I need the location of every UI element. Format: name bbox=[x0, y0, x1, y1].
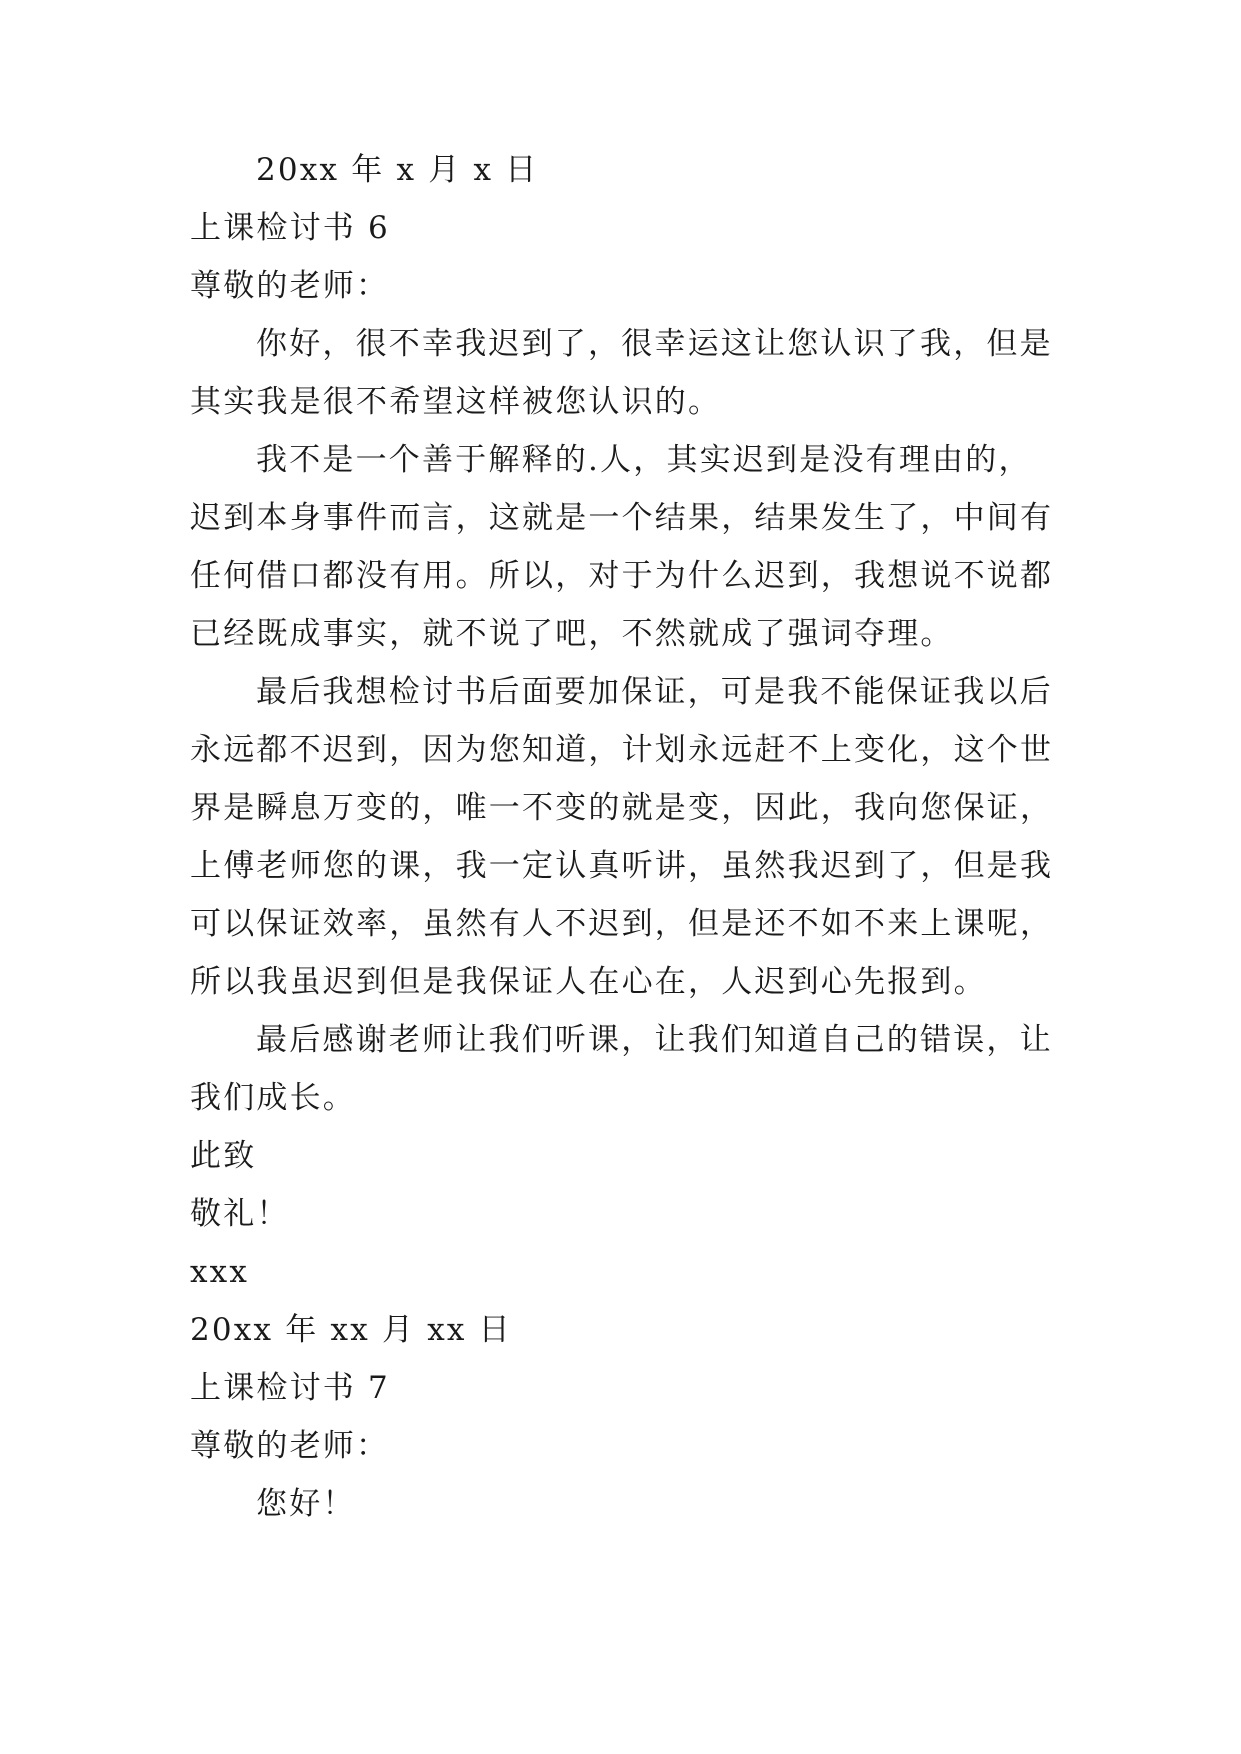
paragraph-line: 上傅老师您的课，我一定认真听讲，虽然我迟到了，但是我 bbox=[190, 848, 1054, 884]
paragraph-line: 迟到本身事件而言，这就是一个结果，结果发生了，中间有 bbox=[190, 500, 1054, 536]
signature-date: 20xx 年 xx 月 xx 日 bbox=[190, 1312, 512, 1348]
paragraph-line: 我们成长。 bbox=[190, 1080, 356, 1116]
letter-title: 上课检讨书 6 bbox=[190, 210, 390, 246]
paragraph-line: 任何借口都没有用。所以，对于为什么迟到，我想说不说都 bbox=[190, 558, 1054, 594]
paragraph-line: 最后感谢老师让我们听课，让我们知道自己的错误，让 bbox=[256, 1022, 1053, 1058]
greeting-line: 您好！ bbox=[256, 1486, 356, 1522]
paragraph-line: 最后我想检讨书后面要加保证，可是我不能保证我以后 bbox=[256, 674, 1053, 710]
closing-line: 此致 bbox=[190, 1138, 257, 1174]
closing-regards: 敬礼！ bbox=[190, 1196, 290, 1232]
paragraph-line: 我不是一个善于解释的.人，其实迟到是没有理由的， bbox=[256, 442, 1032, 478]
salutation: 尊敬的老师： bbox=[190, 1428, 390, 1464]
paragraph-line: 已经既成事实，就不说了吧，不然就成了强词夺理。 bbox=[190, 616, 954, 652]
signature-name: xxx bbox=[190, 1254, 250, 1290]
paragraph-line: 所以我虽迟到但是我保证人在心在，人迟到心先报到。 bbox=[190, 964, 987, 1000]
date-line: 20xx 年 x 月 x 日 bbox=[256, 152, 539, 188]
paragraph-line: 你好，很不幸我迟到了，很幸运这让您认识了我，但是 bbox=[256, 326, 1053, 362]
paragraph-line: 永远都不迟到，因为您知道，计划永远赶不上变化，这个世 bbox=[190, 732, 1054, 768]
paragraph-line: 界是瞬息万变的，唯一不变的就是变，因此，我向您保证， bbox=[190, 790, 1054, 826]
paragraph-line: 可以保证效率，虽然有人不迟到，但是还不如不来上课呢， bbox=[190, 906, 1054, 942]
letter-title: 上课检讨书 7 bbox=[190, 1370, 390, 1406]
paragraph-line: 其实我是很不希望这样被您认识的。 bbox=[190, 384, 722, 420]
salutation: 尊敬的老师： bbox=[190, 268, 390, 304]
